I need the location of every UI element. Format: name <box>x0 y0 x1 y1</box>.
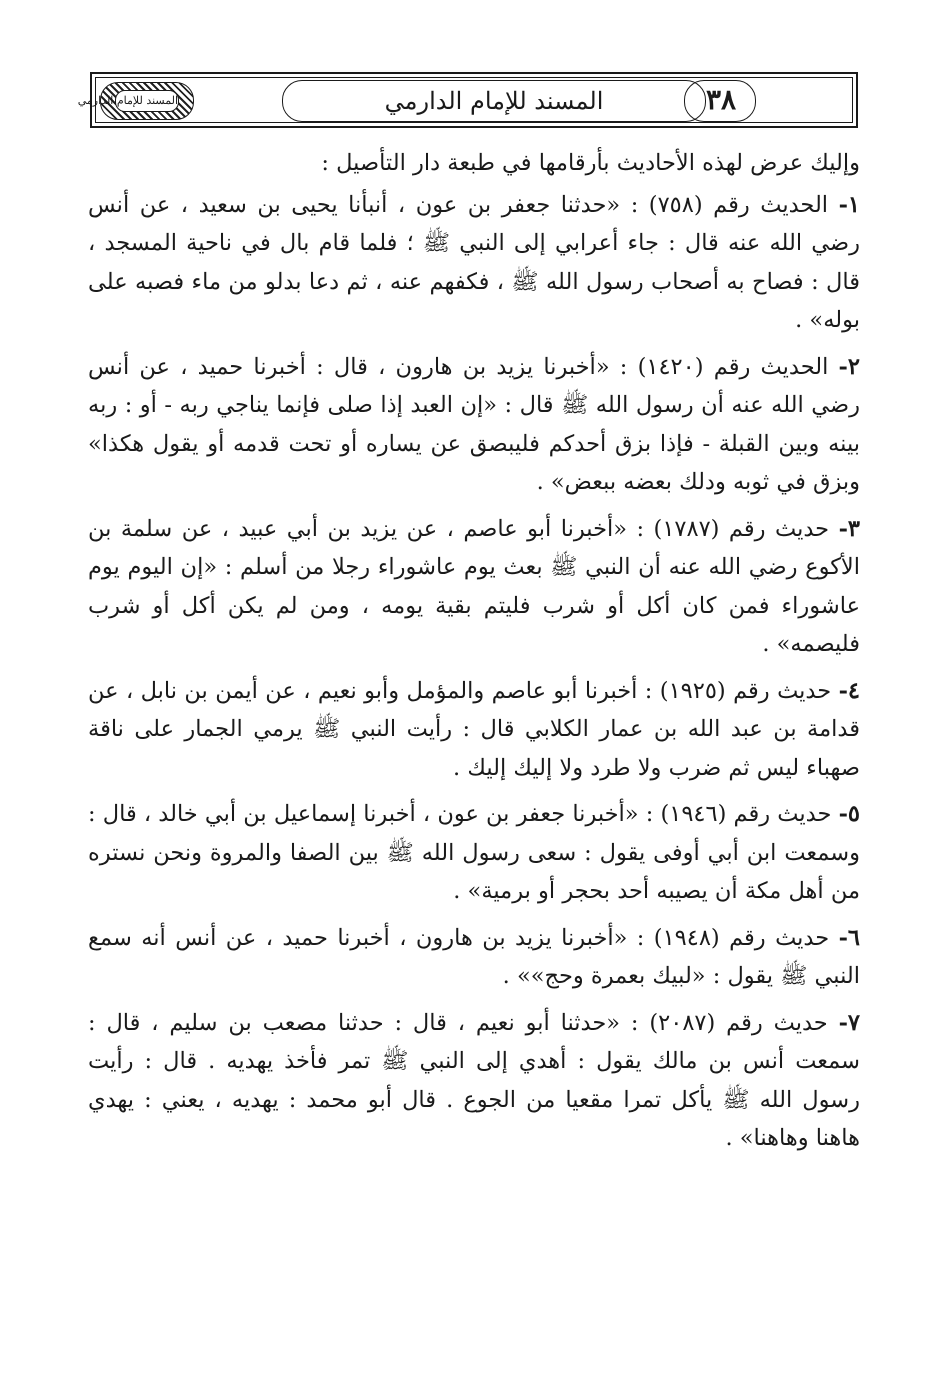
intro-paragraph: وإليك عرض لهذه الأحاديث بأرقامها في طبعة دار التأصيل : <box>321 150 860 176</box>
hadith-text: حديث رقم (١٧٨٧) : «أخبرنا أبو عاصم ، عن يزيد بن أبي عبيد ، عن سلمة بن الأكوع رضي الله عنه أن النبي ﷺ بعث يوم عاشوراء رجلا من أسلم : «إن اليوم يوم عاشوراء فمن كان أكل أو شرب فليتم بقية يومه ، ومن لم يكن أكل أو شرب فليصمه» . <box>88 515 860 657</box>
hadith-number: ٤- <box>838 677 860 704</box>
hadith-item-7 <box>88 1004 860 1158</box>
hadith-text: حديث رقم (١٩٤٦) : «أخبرنا جعفر بن عون ، أخبرنا إسماعيل بن أبي خالد ، قال : وسمعت ابن أبي أوفى يقول : سعى رسول الله ﷺ بين الصفا والمروة ونحن نستره من أهل مكة أن يصيبه أحد بحجر أو برمية» . <box>88 801 860 904</box>
hadith-number: ٣- <box>838 515 860 542</box>
hadith-number: ١- <box>838 191 861 218</box>
hadith-item-5 <box>88 795 860 911</box>
page-body <box>88 144 860 1166</box>
page-header <box>77 72 858 128</box>
hadith-number: ٧- <box>838 1009 861 1036</box>
hadith-item-2 <box>88 348 860 502</box>
hadith-text: حديث رقم (١٩٢٥) : أخبرنا أبو عاصم والمؤمل وأبو نعيم ، عن أيمن بن نابل ، عن قدامة بن عبد الله بن عمار الكلابي قال : رأيت النبي ﷺ يرمي الجمار على ناقة صهباء ليس ثم ضرب ولا طرد ولا إليك إليك . <box>88 677 860 781</box>
page-number: ٣٨ <box>705 83 737 116</box>
ornament-text-left: المسند للإمام الدارمي <box>115 90 179 112</box>
running-title: المسند للإمام الدارمي <box>282 80 706 122</box>
hadith-text: الحديث رقم (١٤٢٠) : «أخبرنا يزيد بن هارون ، قال : أخبرنا حميد ، عن أنس رضي الله عنه أن رسول الله ﷺ قال : «إن العبد إذا صلى فإنما يناجي ربه - أو : ربه بينه وبين القبلة - فإذا بزق أحدكم فليبصق عن يساره أو تحت قدمه أو يقول هكذا» وبزق في ثوبه ودلك بعضه ببعض» . <box>88 353 860 495</box>
hadith-item-1 <box>88 186 860 340</box>
hadith-text: حديث رقم (١٩٤٨) : «أخبرنا يزيد بن هارون ، أخبرنا حميد ، عن أنس أنه سمع النبي ﷺ يقول : «لبيك بعمرة وحج»» . <box>88 924 860 989</box>
hadith-text: حديث رقم (٢٠٨٧) : «حدثنا أبو نعيم ، قال : حدثنا مصعب بن سليم ، قال : سمعت أنس بن مالك يقول : أهدي إلى النبي ﷺ تمر فأخذ يهديه . قال : رأيت رسول الله ﷺ يأكل تمرا مقعيا من الجوع . قال أبو محمد : يهديه ، يعني : يهدي هاهنا وهاهنا» . <box>88 1009 860 1151</box>
hadith-number: ٦- <box>838 924 860 951</box>
hadith-item-6 <box>88 919 860 996</box>
hadith-number: ٥- <box>838 801 860 827</box>
header-ornament-left <box>77 82 194 120</box>
hadith-item-3 <box>88 510 860 664</box>
hadith-number: ٢- <box>838 353 860 380</box>
hadith-item-4 <box>88 672 860 788</box>
hadith-text: الحديث رقم (٧٥٨) : «حدثنا جعفر بن عون ، أنبأنا يحيى بن سعيد ، عن أنس رضي الله عنه قال : جاء أعرابي إلى النبي ﷺ ؛ فلما قام بال في ناحية المسجد ، قال : فصاح به أصحاب رسول الله ﷺ ، فكفهم عنه ، ثم دعا بدلو من ماء فصبه على بوله» . <box>88 191 860 333</box>
